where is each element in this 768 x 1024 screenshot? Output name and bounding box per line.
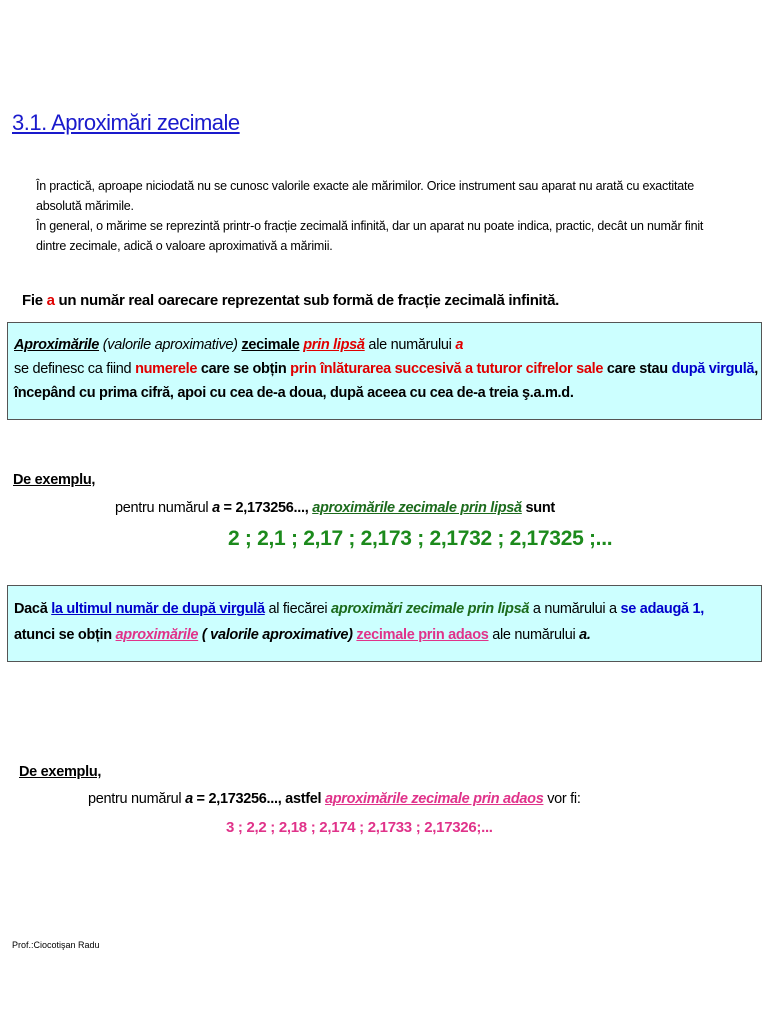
term-aproximari-lipsa: aproximări zecimale prin lipsă: [331, 601, 530, 617]
fie-text-1: Fie: [22, 292, 47, 309]
example-label-2: De exemplu,: [19, 764, 102, 780]
definition-adaos-line-2: [14, 622, 761, 648]
example-2-line: [88, 791, 581, 807]
text-se-definesc: se definesc ca fiind: [14, 361, 136, 377]
text-comma: ,: [754, 361, 758, 377]
term-prin-inlaturarea: prin înlăturarea succesivă a tuturor cifrelor sale: [290, 361, 604, 377]
value-a: = 2,173256..., astfel: [192, 791, 325, 807]
variable-a: a: [212, 500, 220, 516]
fie-text-2: un număr real oarecare reprezentat sub formă de fracție zecimală infinită.: [54, 292, 560, 309]
section-title: 3.1. Aproximări zecimale: [12, 110, 240, 135]
sequence-adaos: 3 ; 2,2 ; 2,18 ; 2,174 ; 2,1733 ; 2,17326;...: [226, 819, 493, 836]
term-zecimale-adaos: zecimale prin adaos: [356, 627, 489, 643]
term-valori: (valorile aproximative): [99, 337, 242, 353]
text-pentru-numarul: pentru numărul: [115, 500, 213, 516]
value-a: = 2,173256...,: [219, 500, 313, 516]
text-al-fiecarei: al fiecărei: [264, 601, 331, 617]
definition-lead: [22, 292, 559, 309]
term-la-ultimul: la ultimul număr de după virgulă: [51, 601, 265, 617]
intro-text: [36, 176, 736, 256]
definition-adaos-line-1: [14, 596, 761, 622]
term-aproximarile: Aproximările: [14, 337, 100, 353]
definition-lipsa-line-3: începând cu prima cifră, apoi cu cea de-a doua, după aceea cu cea de-a treia ş.a.m.d.: [14, 385, 574, 401]
text-daca: Dacă: [14, 601, 52, 617]
term-dupa-virgula: după virgulă: [671, 361, 755, 377]
term-numerele: numerele: [135, 361, 198, 377]
intro-paragraph-2: În general, o mărime se reprezintă printr-o fracție zecimală infinită, dar un aparat nu poate indica, practic, decât un număr finit dintre zecimale, adică o valoare aproximativă a mărimii.: [36, 219, 704, 253]
text-care-stau: care stau: [603, 361, 672, 377]
term-aproximari-adaos: aproximările zecimale prin adaos: [324, 791, 544, 807]
example-label-1: De exemplu,: [13, 472, 96, 488]
text-ale: ale numărului: [488, 627, 580, 643]
term-prin-lipsa: prin lipsă: [303, 337, 365, 353]
text-sunt: sunt: [521, 500, 555, 516]
definition-lipsa-line-2: [14, 357, 761, 381]
term-se-adauga: se adaugă 1,: [620, 601, 704, 617]
variable-a: a: [46, 292, 55, 309]
variable-a: a: [455, 337, 464, 353]
text-atunci: atunci se obțin: [14, 627, 116, 643]
text-pentru-numarul: pentru numărul: [88, 791, 186, 807]
text-a-numarului: a numărului a: [529, 601, 621, 617]
term-zecimale: zecimale: [241, 337, 300, 353]
variable-a: a.: [579, 627, 591, 643]
definition-box-lipsa: [7, 322, 762, 420]
definition-lipsa-line-1: [14, 333, 761, 357]
text-ale: ale numărului: [364, 337, 456, 353]
term-valori: ( valorile aproximative): [198, 627, 357, 643]
text-vor-fi: vor fi:: [543, 791, 581, 807]
text-care-se-obtin: care se obțin: [197, 361, 291, 377]
author-credit: Prof.:Ciocotişan Radu: [12, 940, 100, 950]
definition-box-adaos: [7, 585, 762, 662]
example-1-line: [115, 500, 555, 516]
term-aproximari-lipsa: aproximările zecimale prin lipsă: [312, 500, 522, 516]
intro-paragraph-1: În practică, aproape niciodată nu se cunosc valorile exacte ale mărimilor. Orice instrument sau aparat nu arată cu exactitate absolută mărimile.: [36, 179, 694, 213]
variable-a: a: [185, 791, 193, 807]
sequence-lipsa: 2 ; 2,1 ; 2,17 ; 2,173 ; 2,1732 ; 2,17325 ;...: [228, 527, 613, 550]
term-aproximarile: aproximările: [115, 627, 199, 643]
